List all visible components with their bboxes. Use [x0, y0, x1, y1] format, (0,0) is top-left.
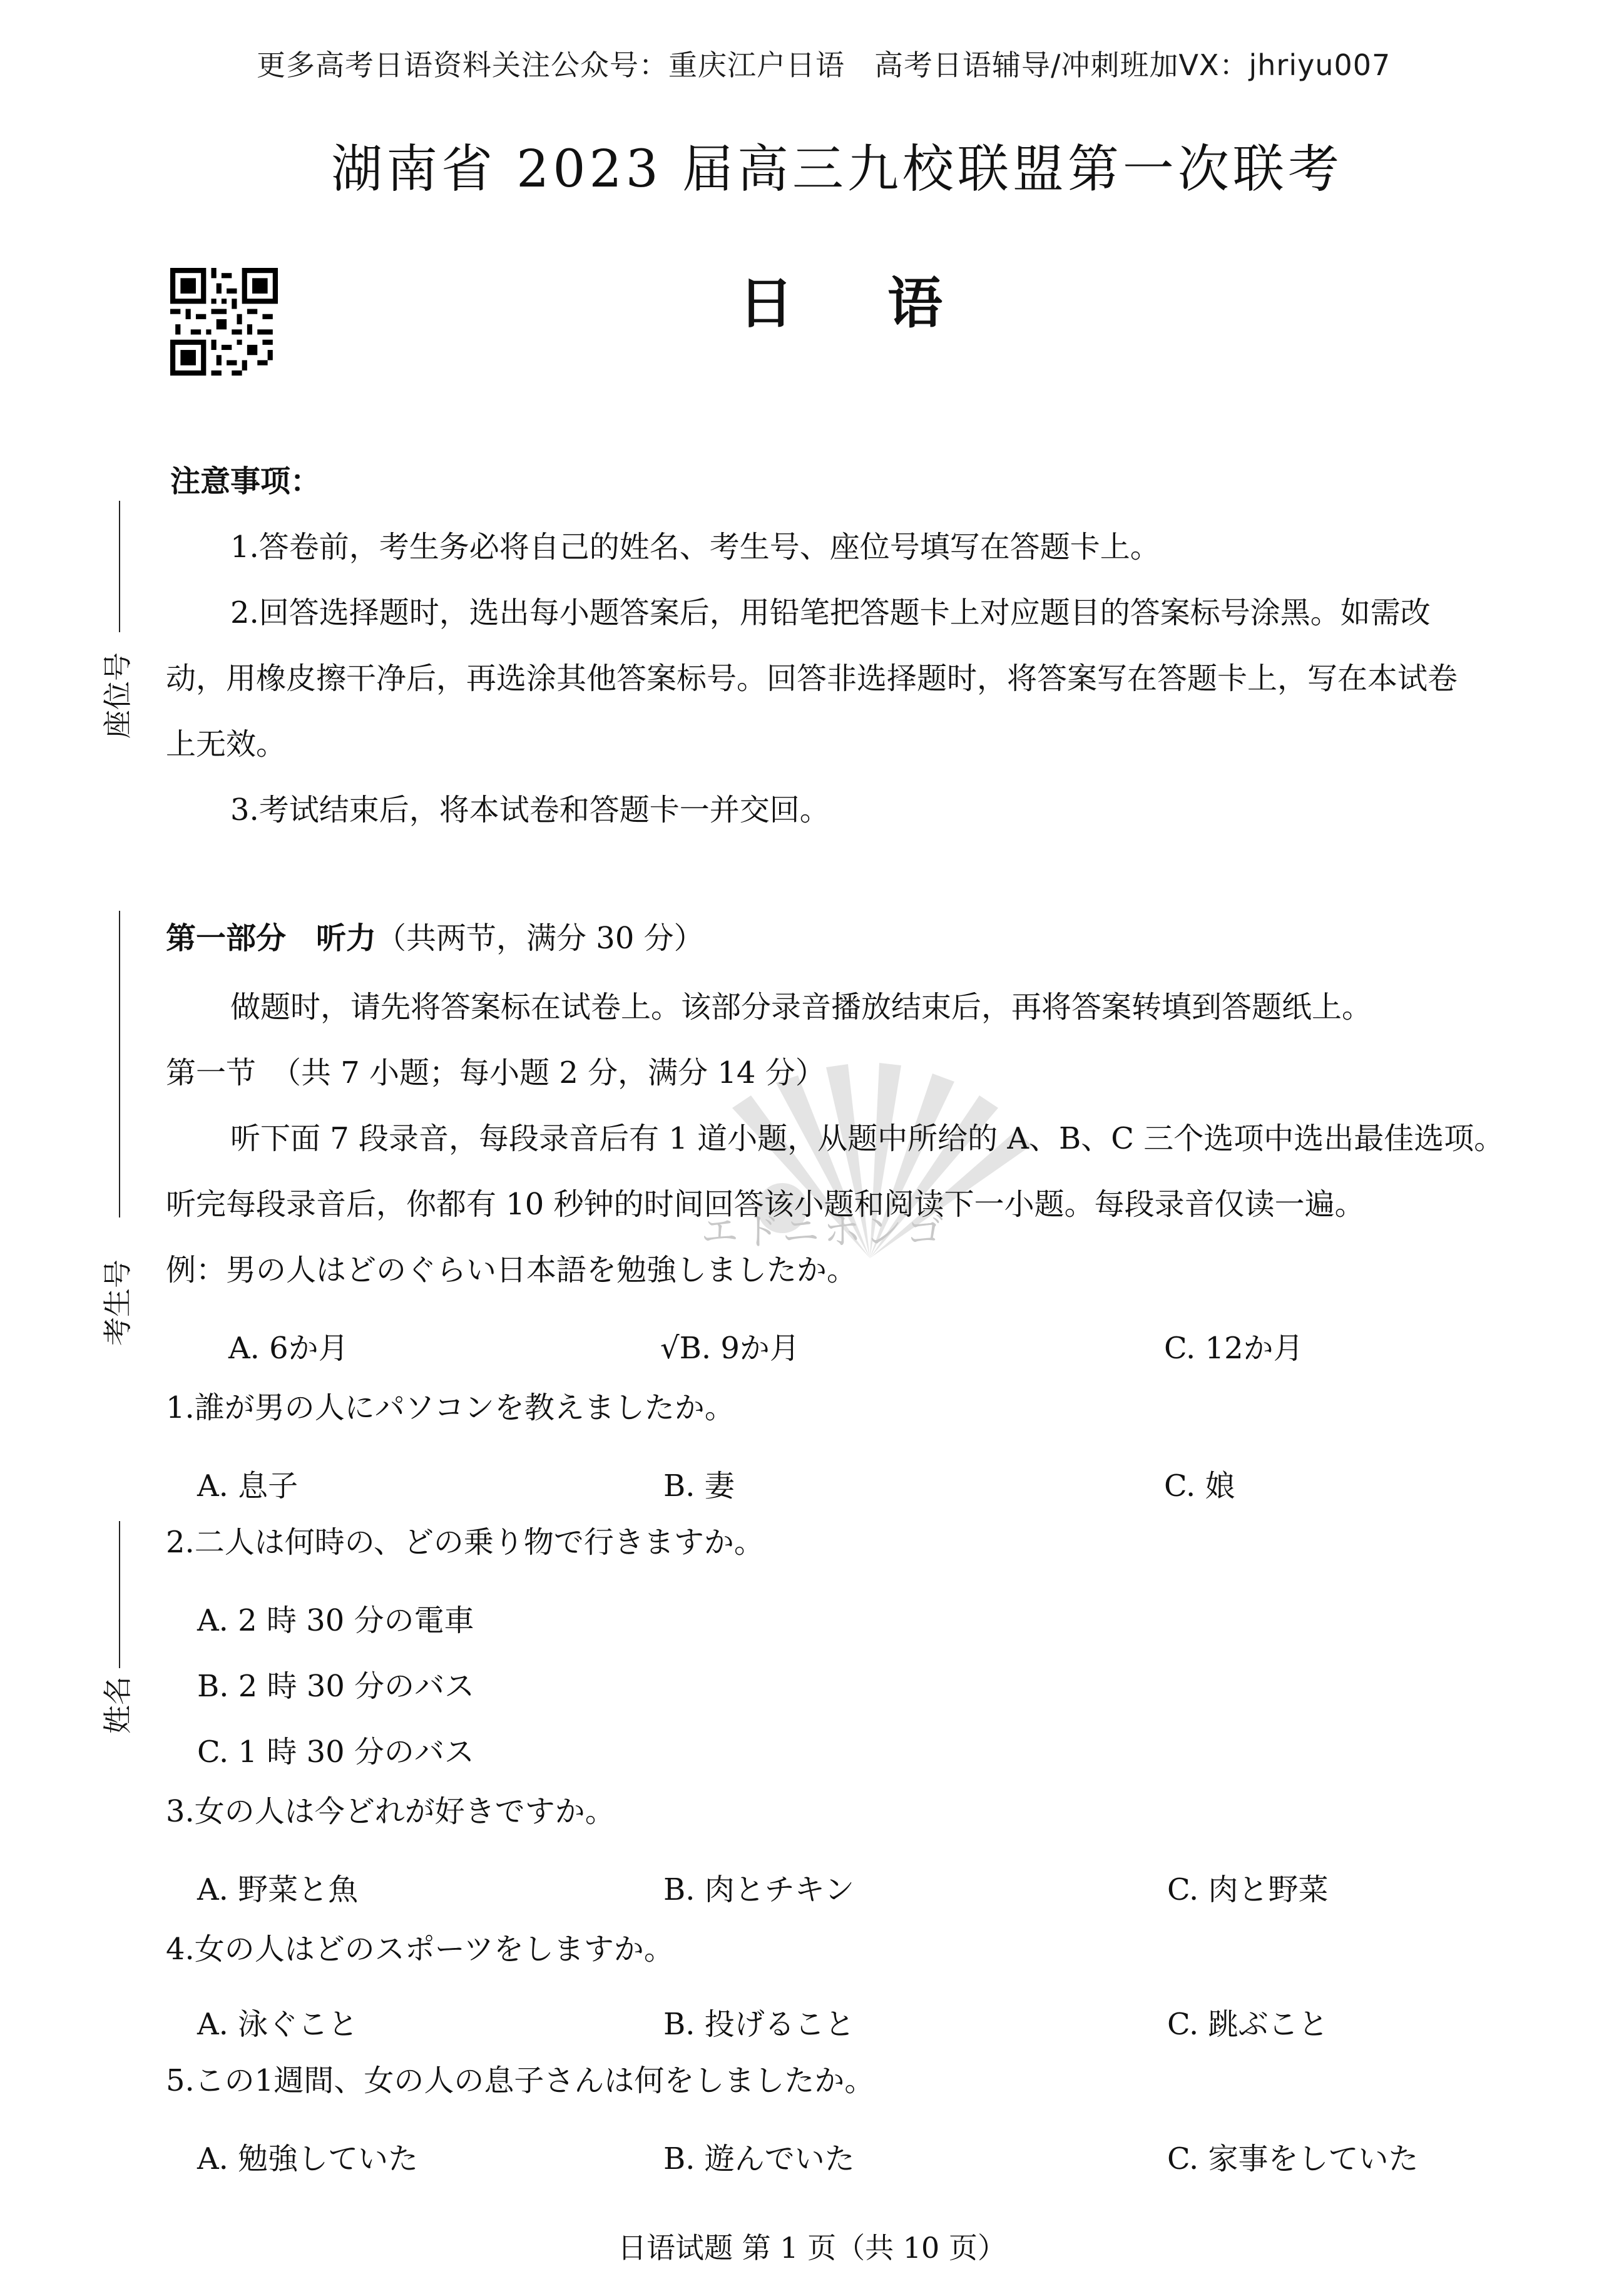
part1-heading-score: （共两节，满分 30 分）: [376, 921, 704, 956]
question-3-option-a: A. 野菜と魚: [197, 1872, 359, 1907]
notice-item-2-line-1: 2.回答选择题时，选出每小题答案后，用铅笔把答题卡上对应题目的答案标号涂黑。如需改: [230, 595, 1431, 630]
qr-code-icon: [170, 268, 278, 376]
notice-item-1: 1.答卷前，考生务必将自己的姓名、考生号、座位号填写在答题卡上。: [230, 530, 1160, 565]
seat-number-line: [119, 501, 120, 632]
example-question: 例：男の人はどのぐらい日本語を勉強しましたか。: [166, 1253, 857, 1288]
question-4-option-c: C. 跳ぶこと: [1167, 2007, 1329, 2042]
section1-instruction-line-1: 听下面 7 段录音，每段录音后有 1 道小题，从题中所给的 A、B、C 三个选项中选出最佳选项。: [230, 1121, 1504, 1156]
question-4: 4.女の人はどのスポーツをしますか。: [166, 1932, 674, 1967]
part1-instruction: 做题时，请先将答案标在试卷上。该部分录音播放结束后，再将答案转填到答题纸上。: [230, 990, 1372, 1025]
notice-heading: 注意事项：: [170, 464, 321, 499]
exam-title: 湖南省 2023 届高三九校联盟第一次联考: [331, 140, 1343, 199]
example-option-b: √B. 9か月: [660, 1331, 800, 1366]
example-option-a: A. 6か月: [228, 1331, 349, 1366]
question-4-option-a: A. 泳ぐこと: [197, 2007, 359, 2042]
exam-number-label: 考生号: [101, 1259, 135, 1346]
question-5: 5.この1週間、女の人の息子さんは何をしましたか。: [166, 2063, 875, 2098]
part1-heading-title: 第一部分 听力: [166, 921, 377, 956]
notice-item-2-line-2: 动，用橡皮擦干净后，再选涂其他答案标号。回答非选择题时，将答案写在答题卡上，写在本试卷: [166, 661, 1458, 696]
exam-number-line: [119, 911, 120, 1217]
watermark-text: エドニホンゴ: [701, 1210, 947, 1254]
question-5-option-a: A. 勉強していた: [197, 2141, 419, 2176]
question-2-option-a: A. 2 時 30 分の電車: [197, 1603, 474, 1638]
page-footer: 日语试题 第 1 页（共 10 页）: [618, 2231, 1006, 2265]
question-1: 1.誰が男の人にパソコンを教えましたか。: [166, 1390, 735, 1425]
name-line: [119, 1521, 120, 1668]
section1-instruction-line-2: 听完每段录音后，你都有 10 秒钟的时间回答该小题和阅读下一小题。每段录音仅读一遍。: [166, 1187, 1365, 1222]
section1-heading: 第一节 （共 7 小题；每小题 2 分，满分 14 分）: [166, 1055, 825, 1090]
question-3-option-b: B. 肉とチキン: [663, 1872, 855, 1907]
question-5-option-c: C. 家事をしていた: [1167, 2141, 1419, 2176]
question-4-option-b: B. 投げること: [663, 2007, 855, 2042]
question-3: 3.女の人は今どれが好きですか。: [166, 1794, 615, 1829]
name-label: 姓名: [101, 1676, 135, 1734]
part1-heading: [166, 921, 704, 956]
question-3-option-c: C. 肉と野菜: [1167, 1872, 1329, 1907]
example-option-c: C. 12か月: [1164, 1331, 1304, 1366]
question-1-option-c: C. 娘: [1164, 1468, 1235, 1504]
notice-item-2-line-3: 上无效。: [166, 727, 287, 762]
question-5-option-b: B. 遊んでいた: [663, 2141, 855, 2176]
question-2-option-b: B. 2 時 30 分のバス: [197, 1669, 475, 1704]
notice-item-3: 3.考试结束后，将本试卷和答题卡一并交回。: [230, 792, 830, 828]
question-1-option-a: A. 息子: [197, 1468, 299, 1504]
seat-number-label: 座位号: [101, 652, 135, 739]
question-1-option-b: B. 妻: [663, 1468, 735, 1504]
question-2-option-c: C. 1 時 30 分のバス: [197, 1735, 474, 1770]
subject-title: 日语: [738, 271, 1037, 336]
question-2: 2.二人は何時の、どの乗り物で行きますか。: [166, 1525, 764, 1560]
top-banner: 更多高考日语资料关注公众号：重庆江户日语 高考日语辅导/冲刺班加VX：jhriyu007: [257, 48, 1391, 82]
